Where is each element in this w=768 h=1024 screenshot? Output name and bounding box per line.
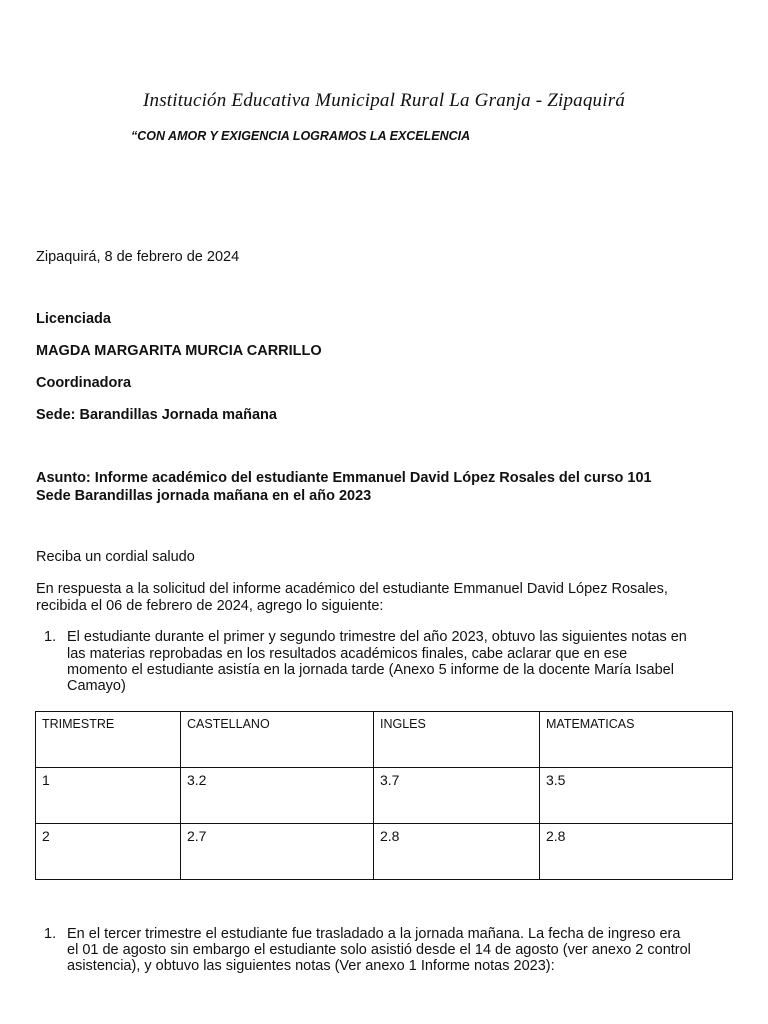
- list-item-2-line-2: el 01 de agosto sin embargo el estudiante solo asistió desde el 14 de agosto (ver anexo 2 control: [67, 942, 691, 958]
- header-matematicas: MATEMATICAS: [540, 712, 733, 768]
- table-cell: 2: [36, 824, 181, 880]
- table-cell: 2.8: [374, 824, 540, 880]
- grades-table: [35, 711, 733, 880]
- subject-line-1: Asunto: Informe académico del estudiante Emmanuel David López Rosales del curso 101: [36, 470, 652, 486]
- table-cell: 3.5: [540, 768, 733, 824]
- table-cell: 3.2: [181, 768, 374, 824]
- list-item-1-line-1: El estudiante durante el primer y segundo trimestre del año 2023, obtuvo las siguientes notas en: [67, 629, 687, 645]
- intro-line-2: recibida el 06 de febrero de 2024, agrego lo siguiente:: [36, 598, 384, 614]
- list-number-2: 1.: [44, 926, 57, 942]
- table-header-row: [36, 712, 733, 768]
- place-date: Zipaquirá, 8 de febrero de 2024: [36, 249, 240, 265]
- list-item-1-line-4: Camayo): [67, 678, 126, 694]
- table-cell: 2.7: [181, 824, 374, 880]
- recipient-site: Sede: Barandillas Jornada mañana: [36, 407, 277, 423]
- list-item-2-line-3: asistencia), y obtuvo las siguientes notas (Ver anexo 1 Informe notas 2023):: [67, 958, 555, 974]
- list-item-1-line-3: momento el estudiante asistía en la jornada tarde (Anexo 5 informe de la docente María Isabel: [67, 662, 674, 678]
- table-cell: 2.8: [540, 824, 733, 880]
- header-castellano: CASTELLANO: [181, 712, 374, 768]
- table-row: [36, 824, 733, 880]
- subject-line-2: Sede Barandillas jornada mañana en el año 2023: [36, 488, 372, 504]
- recipient-role: Coordinadora: [36, 375, 132, 391]
- greeting: Reciba un cordial saludo: [36, 549, 195, 565]
- motto: “CON AMOR Y EXIGENCIA LOGRAMOS LA EXCELENCIA: [131, 129, 471, 143]
- table-cell: 1: [36, 768, 181, 824]
- header-ingles: INGLES: [374, 712, 540, 768]
- recipient-name: MAGDA MARGARITA MURCIA CARRILLO: [36, 343, 322, 359]
- recipient-title: Licenciada: [36, 311, 111, 327]
- table-row: [36, 768, 733, 824]
- intro-line-1: En respuesta a la solicitud del informe académico del estudiante Emmanuel David López Rosales,: [36, 581, 668, 597]
- institution-title: Institución Educativa Municipal Rural La Granja - Zipaquirá: [142, 90, 626, 111]
- list-item-2-line-1: En el tercer trimestre el estudiante fue trasladado a la jornada mañana. La fecha de ingreso era: [67, 926, 681, 942]
- list-item-1-line-2: las materias reprobadas en los resultados académicos finales, cabe aclarar que en ese: [67, 646, 628, 662]
- header-trimestre: TRIMESTRE: [36, 712, 181, 768]
- table-cell: 3.7: [374, 768, 540, 824]
- list-number-1: 1.: [44, 629, 57, 645]
